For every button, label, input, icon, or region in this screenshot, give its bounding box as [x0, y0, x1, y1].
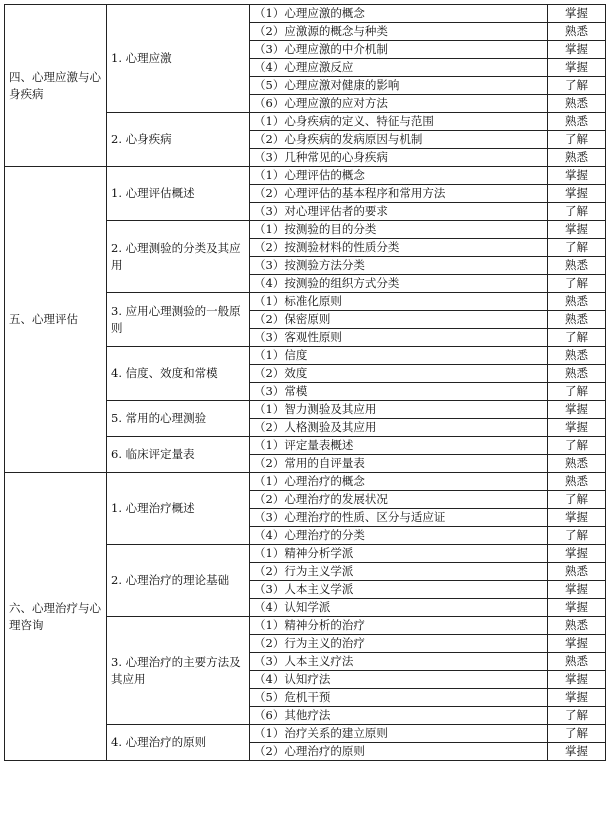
mastery-level: 掌握: [548, 41, 606, 59]
point-text: （3）对心理评估者的要求: [250, 203, 548, 221]
mastery-level: 了解: [548, 275, 606, 293]
section-title: 3. 应用心理测验的一般原则: [107, 293, 250, 347]
section-title: 4. 心理治疗的原则: [107, 725, 250, 761]
mastery-level: 了解: [548, 725, 606, 743]
table-row: [5, 167, 606, 185]
unit-title: 六、心理治疗与心理咨询: [5, 473, 107, 761]
mastery-level: 熟悉: [548, 293, 606, 311]
mastery-level: 了解: [548, 203, 606, 221]
point-text: （1）心理治疗的概念: [250, 473, 548, 491]
mastery-level: 了解: [548, 437, 606, 455]
mastery-level: 熟悉: [548, 257, 606, 275]
point-text: （3）心理治疗的性质、区分与适应证: [250, 509, 548, 527]
point-text: （3）几种常见的心身疾病: [250, 149, 548, 167]
point-text: （3）客观性原则: [250, 329, 548, 347]
point-text: （2）心理评估的基本程序和常用方法: [250, 185, 548, 203]
point-text: （4）认知学派: [250, 599, 548, 617]
point-text: （2）行为主义学派: [250, 563, 548, 581]
point-text: （2）心理治疗的发展状况: [250, 491, 548, 509]
point-text: （4）心理治疗的分类: [250, 527, 548, 545]
point-text: （1）精神分析学派: [250, 545, 548, 563]
section-title: 6. 临床评定量表: [107, 437, 250, 473]
point-text: （3）人本主义疗法: [250, 653, 548, 671]
point-text: （2）按测验材料的性质分类: [250, 239, 548, 257]
point-text: （1）治疗关系的建立原则: [250, 725, 548, 743]
mastery-level: 熟悉: [548, 653, 606, 671]
table-row: [5, 473, 606, 491]
mastery-level: 掌握: [548, 581, 606, 599]
section-title: 3. 心理治疗的主要方法及其应用: [107, 617, 250, 725]
point-text: （2）行为主义的治疗: [250, 635, 548, 653]
mastery-level: 了解: [548, 491, 606, 509]
point-text: （4）心理应激反应: [250, 59, 548, 77]
point-text: （2）常用的自评量表: [250, 455, 548, 473]
point-text: （3）人本主义学派: [250, 581, 548, 599]
mastery-level: 掌握: [548, 59, 606, 77]
mastery-level: 掌握: [548, 599, 606, 617]
point-text: （1）标准化原则: [250, 293, 548, 311]
unit-title: 四、心理应激与心身疾病: [5, 5, 107, 167]
point-text: （3）心理应激的中介机制: [250, 41, 548, 59]
mastery-level: 熟悉: [548, 473, 606, 491]
mastery-level: 熟悉: [548, 563, 606, 581]
mastery-level: 了解: [548, 131, 606, 149]
point-text: （4）按测验的组织方式分类: [250, 275, 548, 293]
point-text: （1）心身疾病的定义、特征与范围: [250, 113, 548, 131]
section-title: 2. 心理测验的分类及其应用: [107, 221, 250, 293]
point-text: （3）常模: [250, 383, 548, 401]
point-text: （1）评定量表概述: [250, 437, 548, 455]
point-text: （2）心身疾病的发病原因与机制: [250, 131, 548, 149]
mastery-level: 熟悉: [548, 347, 606, 365]
mastery-level: 了解: [548, 239, 606, 257]
mastery-level: 掌握: [548, 5, 606, 23]
point-text: （2）应激源的概念与种类: [250, 23, 548, 41]
syllabus-table: [4, 4, 606, 761]
mastery-level: 熟悉: [548, 365, 606, 383]
point-text: （5）危机干预: [250, 689, 548, 707]
syllabus-body: [5, 5, 606, 761]
mastery-level: 熟悉: [548, 113, 606, 131]
point-text: （6）心理应激的应对方法: [250, 95, 548, 113]
mastery-level: 掌握: [548, 185, 606, 203]
point-text: （3）按测验方法分类: [250, 257, 548, 275]
point-text: （2）人格测验及其应用: [250, 419, 548, 437]
mastery-level: 熟悉: [548, 149, 606, 167]
point-text: （5）心理应激对健康的影响: [250, 77, 548, 95]
mastery-level: 熟悉: [548, 311, 606, 329]
point-text: （1）精神分析的治疗: [250, 617, 548, 635]
mastery-level: 了解: [548, 383, 606, 401]
point-text: （2）效度: [250, 365, 548, 383]
mastery-level: 掌握: [548, 419, 606, 437]
section-title: 5. 常用的心理测验: [107, 401, 250, 437]
point-text: （2）保密原则: [250, 311, 548, 329]
point-text: （1）按测验的目的分类: [250, 221, 548, 239]
mastery-level: 掌握: [548, 635, 606, 653]
mastery-level: 熟悉: [548, 23, 606, 41]
point-text: （4）认知疗法: [250, 671, 548, 689]
mastery-level: 掌握: [548, 671, 606, 689]
table-row: [5, 5, 606, 23]
point-text: （2）心理治疗的原则: [250, 743, 548, 761]
mastery-level: 掌握: [548, 221, 606, 239]
section-title: 1. 心理治疗概述: [107, 473, 250, 545]
point-text: （1）心理评估的概念: [250, 167, 548, 185]
mastery-level: 了解: [548, 707, 606, 725]
mastery-level: 熟悉: [548, 617, 606, 635]
section-title: 2. 心身疾病: [107, 113, 250, 167]
mastery-level: 了解: [548, 527, 606, 545]
point-text: （1）心理应激的概念: [250, 5, 548, 23]
mastery-level: 掌握: [548, 689, 606, 707]
mastery-level: 了解: [548, 77, 606, 95]
section-title: 2. 心理治疗的理论基础: [107, 545, 250, 617]
section-title: 4. 信度、效度和常模: [107, 347, 250, 401]
point-text: （6）其他疗法: [250, 707, 548, 725]
mastery-level: 熟悉: [548, 95, 606, 113]
point-text: （1）信度: [250, 347, 548, 365]
mastery-level: 掌握: [548, 545, 606, 563]
mastery-level: 掌握: [548, 401, 606, 419]
mastery-level: 了解: [548, 329, 606, 347]
section-title: 1. 心理应激: [107, 5, 250, 113]
mastery-level: 掌握: [548, 509, 606, 527]
mastery-level: 熟悉: [548, 455, 606, 473]
mastery-level: 掌握: [548, 167, 606, 185]
point-text: （1）智力测验及其应用: [250, 401, 548, 419]
section-title: 1. 心理评估概述: [107, 167, 250, 221]
mastery-level: 掌握: [548, 743, 606, 761]
unit-title: 五、心理评估: [5, 167, 107, 473]
